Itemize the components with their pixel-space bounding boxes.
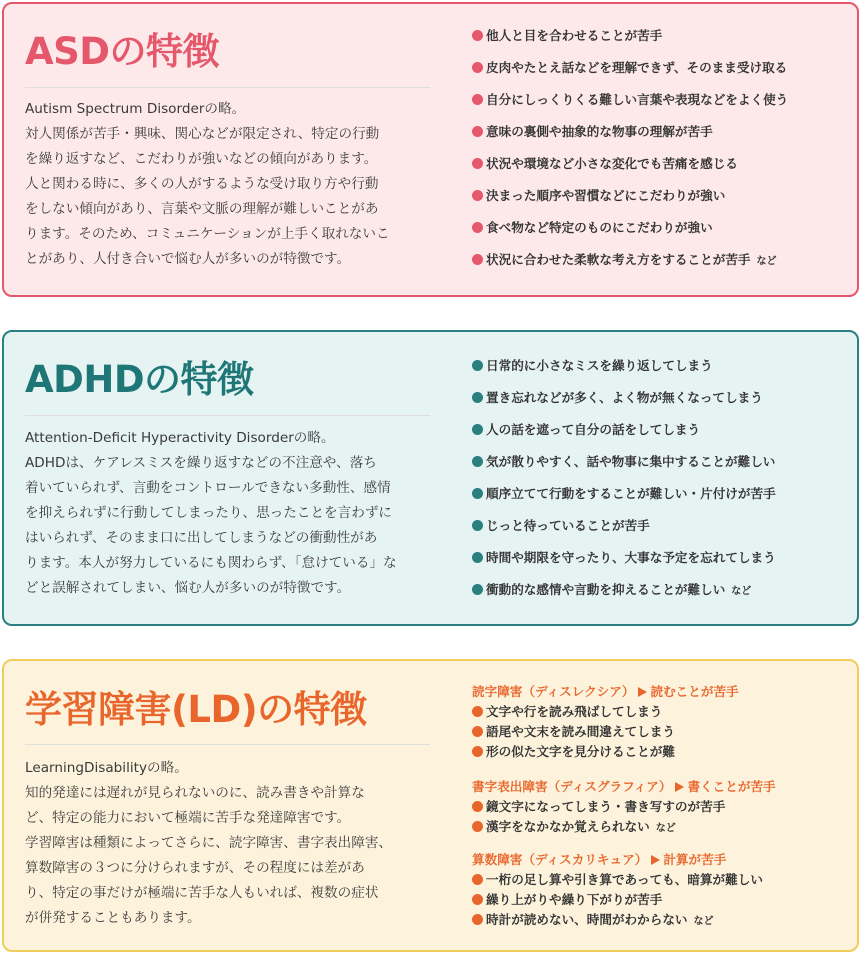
bullet-dot-icon: [472, 158, 483, 169]
ld-group-heading: 書字表出障害（ディスグラフィア） 書くことが苦手: [472, 779, 776, 794]
ld-group-item: 語尾や文末を読み間違えてしまう: [472, 723, 675, 741]
asd-trait-item: 食べ物など特定のものにこだわりが強い: [472, 219, 713, 237]
triangle-right-icon: [675, 782, 684, 792]
ld-description-line: 学習障害は種類によってさらに、読字障害、書字表出障害、: [25, 835, 393, 851]
ld-description: [25, 756, 437, 931]
etc-label: など: [693, 916, 714, 927]
ld-divider: [25, 744, 430, 745]
bullet-dot-icon: [472, 30, 483, 41]
adhd-description-line: を抑えられずに行動してしまったり、思ったことを言わずに: [25, 505, 393, 521]
ld-description-line: が併発することもあります。: [25, 910, 201, 926]
bullet-dot-icon: [472, 254, 483, 265]
adhd-trait-item: 気が散りやすく、話や物事に集中することが難しい: [472, 453, 775, 471]
ld-group-heading: 読字障害（ディスレクシア） 読むことが苦手: [472, 684, 739, 699]
adhd-description-line: はいられず、そのまま口に出してしまうなどの衝動性があ: [25, 530, 378, 546]
ld-group-item: 漢字をなかなか覚えられない など: [472, 818, 676, 838]
adhd-trait-item: 時間や期限を守ったり、大事な予定を忘れてしまう: [472, 549, 776, 567]
bullet-dot-icon: [472, 222, 483, 233]
bullet-dot-icon: [472, 456, 483, 467]
bullet-dot-icon: [472, 874, 483, 885]
etc-label: など: [756, 256, 777, 267]
triangle-right-icon: [651, 855, 660, 865]
asd-description: [25, 97, 437, 272]
adhd-trait-item: 人の話を遮って自分の話をしてしまう: [472, 421, 700, 439]
asd-description-line: をしない傾向があり、言葉や文脈の理解が難しいことがあ: [25, 201, 379, 217]
asd-trait-item: 決まった順序や習慣などにこだわりが強い: [472, 187, 725, 205]
ld-description-line: り、特定の事だけが極端に苦手な人もいれば、複数の症状: [25, 885, 379, 901]
ld-group-item: 繰り上がりや繰り下がりが苦手: [472, 891, 662, 909]
bullet-dot-icon: [472, 894, 483, 905]
triangle-right-icon: [638, 687, 647, 697]
adhd-description-line: ADHDは、ケアレスミスを繰り返すなどの不注意や、落ち: [25, 455, 377, 471]
bullet-dot-icon: [472, 62, 483, 73]
asd-description-line: を繰り返すなど、こだわりが強いなどの傾向があります。: [25, 151, 378, 167]
bullet-dot-icon: [472, 746, 483, 757]
bullet-dot-icon: [472, 914, 483, 925]
adhd-trait-item: 順序立てて行動をすることが難しい・片付けが苦手: [472, 485, 776, 503]
asd-description-line: 人と関わる時に、多くの人がするような受け取り方や行動: [25, 176, 379, 192]
ld-group-item: 形の似た文字を見分けることが難: [472, 743, 675, 761]
asd-trait-item: 皮肉やたとえ話などを理解できず、そのまま受け取る: [472, 59, 787, 77]
ld-group-item: 文字や行を読み飛ばしてしまう: [472, 703, 662, 721]
ld-title: 学習障害(LD)の特徴: [25, 688, 367, 731]
bullet-dot-icon: [472, 821, 483, 832]
adhd-trait-item: じっと待っていることが苦手: [472, 517, 650, 535]
ld-description-line: 算数障害の３つに分けられますが、その程度には差があ: [25, 860, 365, 876]
asd-trait-item: 状況や環境など小さな変化でも苦痛を感じる: [472, 155, 738, 173]
adhd-description-line: ります。本人が努力しているにも関わらず、「怠けている」な: [25, 555, 397, 571]
ld-description-line: 知的発達には遅れが見られないのに、読み書きや計算な: [25, 785, 365, 801]
ld-group-item: 鏡文字になってしまう・書き写すのが苦手: [472, 798, 725, 816]
ld-group-item: 一桁の足し算や引き算であっても、暗算が難しい: [472, 871, 763, 889]
adhd-description-line: どと誤解されてしまい、悩む人が多いのが特徴です。: [25, 580, 351, 596]
bullet-dot-icon: [472, 552, 483, 563]
asd-trait-item: 意味の裏側や抽象的な物事の理解が苦手: [472, 123, 713, 141]
asd-description-line: とがあり、人付き合いで悩む人が多いのが特徴です。: [25, 251, 351, 267]
bullet-dot-icon: [472, 584, 483, 595]
bullet-dot-icon: [472, 706, 483, 717]
bullet-dot-icon: [472, 801, 483, 812]
bullet-dot-icon: [472, 726, 483, 737]
adhd-divider: [25, 415, 430, 416]
ld-group-heading: 算数障害（ディスカリキュア） 計算が苦手: [472, 852, 727, 867]
bullet-dot-icon: [472, 424, 483, 435]
asd-title: ASDの特徴: [25, 30, 219, 73]
asd-description-line: 対人関係が苦手・興味、関心などが限定され、特定の行動: [25, 126, 380, 142]
etc-label: など: [731, 586, 752, 597]
ld-description-line: ど、特定の能力において極端に苦手な発達障害です。: [25, 810, 351, 826]
ld-description-line: LearningDisabilityの略。: [25, 760, 188, 776]
bullet-dot-icon: [472, 520, 483, 531]
adhd-description-line: 着いていられず、言動をコントロールできない多動性、感情: [25, 480, 391, 496]
asd-trait-item: 状況に合わせた柔軟な考え方をすることが苦手 など: [472, 251, 776, 271]
asd-description-line: ります。そのため、コミュニケーションが上手く取れないこ: [25, 226, 390, 242]
bullet-dot-icon: [472, 360, 483, 371]
adhd-description-line: Attention-Deficit Hyperactivity Disorderの略。: [25, 430, 335, 446]
asd-description-line: Autism Spectrum Disorderの略。: [25, 101, 246, 117]
asd-trait-item: 自分にしっくりくる難しい言葉や表現などをよく使う: [472, 91, 788, 109]
adhd-trait-item: 衝動的な感情や言動を抑えることが難しい など: [472, 581, 751, 601]
bullet-dot-icon: [472, 94, 483, 105]
bullet-dot-icon: [472, 126, 483, 137]
adhd-trait-item: 日常的に小さなミスを繰り返してしまう: [472, 357, 713, 375]
etc-label: など: [655, 823, 676, 834]
bullet-dot-icon: [472, 190, 483, 201]
asd-trait-item: 他人と目を合わせることが苦手: [472, 27, 662, 45]
adhd-trait-item: 置き忘れなどが多く、よく物が無くなってしまう: [472, 389, 763, 407]
adhd-title: ADHDの特徴: [25, 358, 254, 401]
bullet-dot-icon: [472, 392, 483, 403]
ld-group-item: 時計が読めない、時間がわからない など: [472, 911, 714, 931]
bullet-dot-icon: [472, 488, 483, 499]
adhd-description: [25, 426, 437, 601]
asd-divider: [25, 87, 430, 88]
